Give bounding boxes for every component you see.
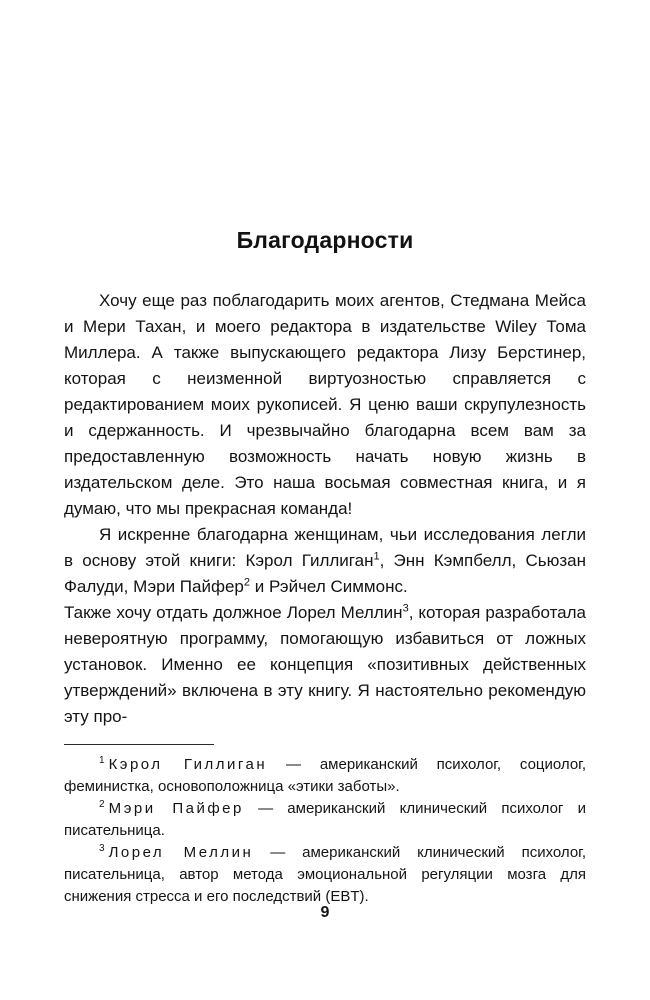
footnote-separator	[64, 744, 214, 745]
footnote-3	[64, 842, 586, 908]
footnote-2-text: — американский клинический психолог и писательница.	[64, 800, 587, 839]
footnote-3-marker: 3	[99, 843, 105, 854]
footnote-2-name: Мэри Пайфер	[108, 800, 244, 817]
paragraph-2	[64, 522, 586, 600]
footnote-ref-2: 2	[243, 576, 250, 589]
page-title: Благодарности	[236, 227, 414, 253]
footnote-1-name: Кэрол Гиллиган	[108, 756, 268, 773]
footnote-3-text: — американский клинический психолог, писательница, автор метода эмоциональной регуляции мозга для снижения стресса и его последствий (EBT).	[64, 844, 586, 905]
paragraph-3-text: , которая разработала невероятную программу, помогающую избавиться от ложных установок. Именно ее концепция «позитивных действенных утверждений» включена в эту книгу. Я настоятельно рекомендую эту про-	[64, 603, 586, 726]
footnote-ref-3: 3	[402, 602, 409, 615]
footnote-3-name: Лорел Меллин	[108, 844, 254, 861]
footnote-1	[64, 754, 586, 798]
body-text	[64, 288, 586, 730]
footnote-1-text: — американский психолог, социолог, феминистка, основоположница «этики заботы».	[64, 756, 586, 795]
paragraph-3	[64, 600, 586, 730]
footnote-ref-1: 1	[373, 550, 380, 563]
footnotes-section	[64, 744, 586, 908]
footnote-1-marker: 1	[99, 755, 105, 766]
footnote-2-marker: 2	[99, 799, 105, 810]
footnote-2	[64, 798, 586, 842]
paragraph-2-text: , Энн Кэмпбелл, Сьюзан Фалуди, Мэри Пайфер	[64, 551, 586, 596]
paragraph-2-text: и Рэйчел Симмонс.	[250, 577, 408, 596]
page-number: 9	[320, 904, 330, 921]
paragraph-1: Хочу еще раз поблагодарить моих агентов, Стедмана Мейса и Мери Тахан, и моего редактора в издательстве Wiley Тома Миллера. А также выпускающего редактора Лизу Берстинер, которая с неизменной виртуозностью справляется с редактированием моих рукописей. Я ценю ваши скрупулезность и сдержанность. И чрезвычайно благодарна всем вам за предоставленную возможность начать новую жизнь в издательском деле. Это наша восьмая совместная книга, и я думаю, что мы прекрасная команда!	[64, 291, 586, 518]
paragraph-3-text: Также хочу отдать должное Лорел Меллин	[64, 603, 403, 622]
paragraph-2-text: Я искренне благодарна женщинам, чьи исследования легли в основу этой книги: Кэрол Гиллиган	[64, 525, 586, 570]
